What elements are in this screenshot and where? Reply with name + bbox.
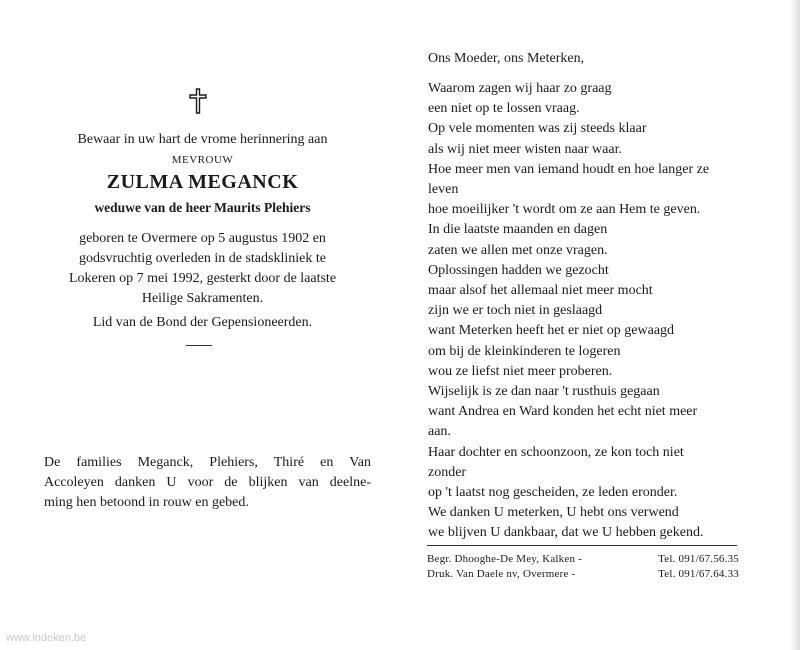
membership-line: Lid van de Bond der Gepensioneerden.	[92, 315, 313, 330]
credit-phone: Tel. 091/67.64.33	[658, 568, 739, 580]
intro-text: Bewaar in uw hart de vrome herinnering aan	[77, 132, 328, 147]
family-thanks	[44, 453, 371, 513]
poem-line: leven	[428, 182, 459, 198]
credit-name: Begr. Dhooghe-De Mey, Kalken -	[427, 553, 582, 565]
poem-line: want Andrea en Ward konden het echt niet meer	[428, 404, 698, 420]
bio-line: Heilige Sakramenten.	[141, 291, 264, 306]
poem-line: Hoe meer men van iemand houdt en hoe langer ze	[428, 161, 710, 177]
poem-line: we blijven U dankbaar, dat we U hebben gekend.	[428, 525, 704, 541]
poem-line: om bij de kleinkinderen te logeren	[428, 343, 621, 359]
poem-line: Haar dochter en schoonzoon, ze kon toch niet	[428, 444, 684, 460]
credit-row-undertaker	[427, 552, 739, 567]
poem-line: Oplossingen hadden we gezocht	[428, 262, 609, 278]
poem-line: Op vele momenten was zij steeds klaar	[428, 121, 647, 137]
biography	[40, 229, 365, 309]
widow-line: weduwe van de heer Maurits Plehiers	[94, 200, 311, 215]
poem-line: zaten we allen met onze vragen.	[428, 242, 608, 258]
poem-line: wou ze liefst niet meer proberen.	[428, 363, 613, 379]
poem-line: zonder	[428, 464, 467, 480]
poem-line: We danken U meterken, U hebt ons verwend	[428, 505, 679, 521]
bio-line: Lokeren op 7 mei 1992, gesterkt door de laatste	[68, 271, 337, 286]
poem-line: aan.	[428, 424, 451, 440]
deceased-name: ZULMA MEGANCK	[106, 171, 299, 193]
credit-phone: Tel. 091/67.56.35	[658, 553, 739, 565]
honorific: MEVROUW	[171, 154, 234, 166]
printer-credits	[427, 552, 739, 582]
thanks-line: ming hen betoond in rouw en gebed.	[44, 495, 249, 510]
latin-cross-icon	[188, 88, 208, 114]
poem-line: maar alsof het allemaal niet meer mocht	[428, 283, 653, 299]
bio-line: geboren te Overmere op 5 augustus 1902 en	[79, 231, 326, 246]
watermark: www.indeken.be	[6, 632, 87, 644]
divider	[186, 345, 212, 346]
poem-line: zijn we er toch niet in geslaagd	[428, 303, 603, 319]
credit-name: Druk. Van Daele nv, Overmere -	[427, 568, 576, 580]
poem-line: als wij niet meer wisten naar waar.	[428, 141, 622, 157]
poem-line: een niet op te lossen vraag.	[428, 101, 580, 117]
poem-line: Wijselijk is ze dan naar 't rusthuis gegaan	[428, 384, 660, 400]
poem	[428, 79, 748, 544]
poem-line: Waarom zagen wij haar zo graag	[428, 81, 612, 96]
footer-divider	[427, 545, 737, 546]
poem-line: In die laatste maanden en dagen	[428, 222, 608, 238]
poem-line: hoe moeilijker 't wordt om ze aan Hem te geven.	[428, 202, 701, 218]
scan-edge-shadow	[790, 0, 800, 650]
credit-row-printer	[427, 567, 739, 582]
poem-line: op 't laatst nog gescheiden, ze leden eronder.	[428, 485, 678, 501]
thanks-line: Accoleyen danken U voor de blijken van deelne-	[44, 475, 371, 490]
thanks-line: De families Meganck, Plehiers, Thiré en Van	[44, 455, 371, 470]
poem-line: want Meterken heeft het er niet op gewaagd	[428, 323, 675, 339]
bio-line: godsvruchtig overleden in de stadskliniek te	[79, 251, 326, 266]
poem-greeting: Ons Moeder, ons Meterken,	[428, 51, 585, 66]
